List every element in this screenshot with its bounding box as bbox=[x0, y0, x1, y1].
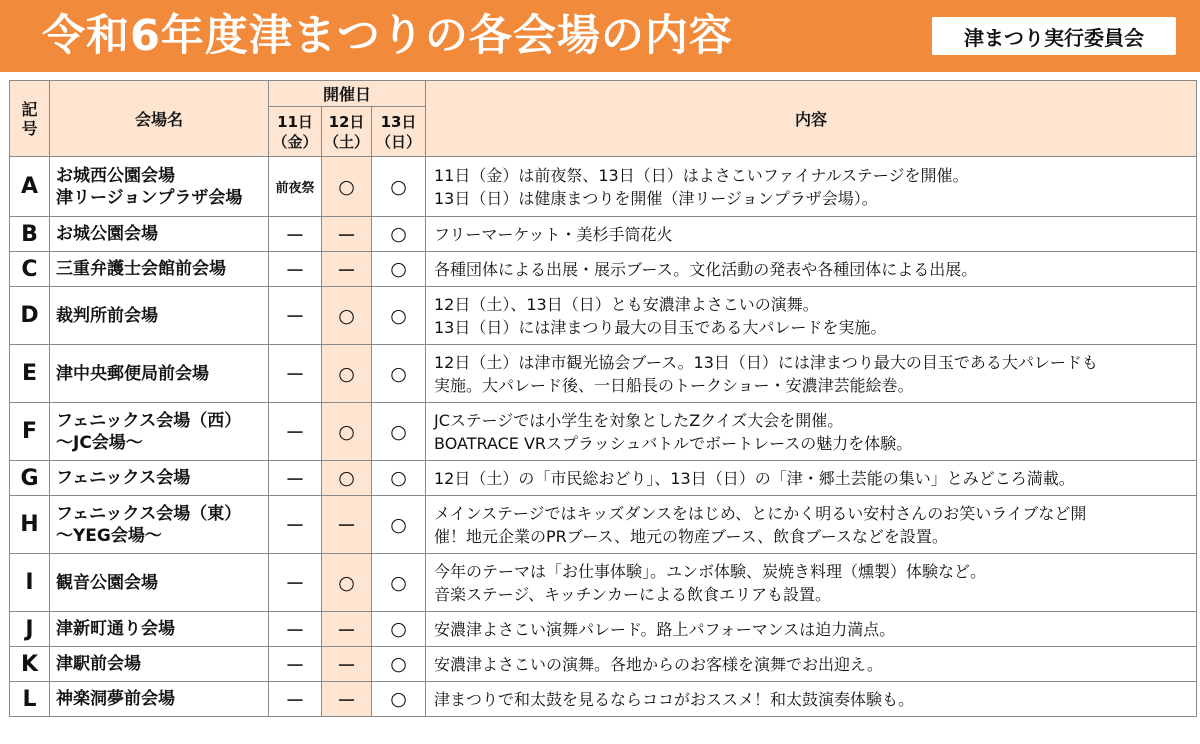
event-content bbox=[426, 461, 1197, 496]
table-row bbox=[10, 217, 1197, 252]
venue-name bbox=[50, 612, 269, 647]
venue-code: I bbox=[10, 554, 50, 612]
day12-mark: ○ bbox=[322, 287, 372, 345]
day13-mark: ○ bbox=[372, 554, 426, 612]
event-content bbox=[426, 612, 1197, 647]
event-content-line: 音楽ステージ、キッチンカーによる飲食エリアも設置。 bbox=[434, 584, 831, 604]
table-row bbox=[10, 554, 1197, 612]
venue-name bbox=[50, 554, 269, 612]
event-content-line: 津まつりで和太鼓を見るならココがおススメ！和太鼓演奏体験も。 bbox=[434, 689, 915, 709]
venue-code: B bbox=[10, 217, 50, 252]
event-content bbox=[426, 554, 1197, 612]
column-header-code-char: 記 bbox=[21, 99, 38, 119]
event-content-line: 今年のテーマは「お仕事体験」。ユンボ体験、炭焼き料理（燻製）体験など。 bbox=[434, 561, 987, 581]
event-content-line: フリーマーケット・美杉手筒花火 bbox=[434, 224, 673, 244]
venue-name-line: お城西公園会場 bbox=[56, 165, 175, 186]
column-header-code-char: 号 bbox=[21, 118, 38, 138]
page-title: 令和6年度津まつりの各会場の内容 bbox=[42, 11, 733, 61]
day11-date: 11日 bbox=[277, 112, 313, 131]
day11-mark: － bbox=[269, 682, 322, 717]
table-row bbox=[10, 252, 1197, 287]
day13-mark: ○ bbox=[372, 345, 426, 403]
event-content bbox=[426, 157, 1197, 217]
event-content-line: BOATRACE VRスプラッシュバトルでボートレースの魅力を体験。 bbox=[434, 433, 913, 453]
venue-name-line: 津中央郵便局前会場 bbox=[56, 363, 209, 384]
column-header-day11 bbox=[269, 107, 322, 157]
venue-table-body bbox=[10, 157, 1197, 717]
venue-name-line: 三重弁護士会館前会場 bbox=[56, 259, 226, 279]
event-content-line: 実施。大パレード後、一日船長のトークショー・安濃津芸能絵巻。 bbox=[434, 375, 914, 395]
day12-mark: － bbox=[322, 252, 372, 287]
event-content bbox=[426, 252, 1197, 287]
event-content-line: メインステージではキッズダンスをはじめ、とにかく明るい安村さんのお笑いライブなど開 bbox=[434, 503, 1087, 523]
venue-code: F bbox=[10, 403, 50, 461]
venue-name-line: ～JC会場～ bbox=[56, 432, 143, 453]
venue-name bbox=[50, 496, 269, 554]
venue-name-line: 観音公園会場 bbox=[56, 572, 158, 593]
event-content bbox=[426, 217, 1197, 252]
day13-mark: ○ bbox=[372, 403, 426, 461]
venue-name-line: 神楽洞夢前会場 bbox=[56, 689, 175, 709]
venue-code: C bbox=[10, 252, 50, 287]
event-content-line: 各種団体による出展・展示ブース。文化活動の発表や各種団体による出展。 bbox=[434, 259, 978, 279]
event-content-line: 12日（土）の「市民総おどり」、13日（日）の「津・郷土芸能の集い」とみどころ満載。 bbox=[434, 468, 1075, 488]
event-content-line: 13日（日）には津まつり最大の目玉である大パレードを実施。 bbox=[434, 317, 887, 337]
venue-name-line: お城公園会場 bbox=[56, 224, 158, 244]
venue-name-line: フェニックス会場 bbox=[56, 468, 191, 488]
day12-mark: ○ bbox=[322, 554, 372, 612]
venue-name bbox=[50, 287, 269, 345]
day12-mark: ○ bbox=[322, 345, 372, 403]
day11-mark: － bbox=[269, 612, 322, 647]
day11-mark: － bbox=[269, 647, 322, 682]
event-content bbox=[426, 287, 1197, 345]
day12-date: 12日 bbox=[328, 112, 365, 131]
day11-mark: － bbox=[269, 252, 322, 287]
venue-name-line: 裁判所前会場 bbox=[56, 305, 158, 326]
day12-mark: ○ bbox=[322, 461, 372, 496]
event-content bbox=[426, 647, 1197, 682]
day11-mark: － bbox=[269, 287, 322, 345]
day13-mark: ○ bbox=[372, 612, 426, 647]
event-content bbox=[426, 496, 1197, 554]
day13-mark: ○ bbox=[372, 217, 426, 252]
venue-name bbox=[50, 157, 269, 217]
day12-weekday: （土） bbox=[323, 132, 369, 151]
column-header-venue: 会場名 bbox=[50, 81, 269, 157]
venue-name bbox=[50, 682, 269, 717]
venue-code: J bbox=[10, 612, 50, 647]
event-content-line: JCステージでは小学生を対象としたZクイズ大会を開催。 bbox=[434, 410, 844, 430]
venue-code: K bbox=[10, 647, 50, 682]
event-content-line: 安濃津よさこいの演舞。各地からのお客様を演舞でお出迎え。 bbox=[434, 654, 883, 674]
day13-mark: ○ bbox=[372, 287, 426, 345]
day13-mark: ○ bbox=[372, 252, 426, 287]
organizer-badge: 津まつり実行委員会 bbox=[932, 17, 1176, 55]
venue-name bbox=[50, 647, 269, 682]
event-content-line: 12日（土）は津市観光協会ブース。13日（日）には津まつり最大の目玉である大パレードも bbox=[434, 352, 1098, 372]
column-header-day13 bbox=[372, 107, 426, 157]
event-content bbox=[426, 345, 1197, 403]
venue-name bbox=[50, 403, 269, 461]
day11-mark: － bbox=[269, 554, 322, 612]
venue-name-line: ～YEG会場～ bbox=[56, 525, 162, 546]
day11-mark: － bbox=[269, 496, 322, 554]
day12-mark: － bbox=[322, 217, 372, 252]
venue-table bbox=[9, 80, 1197, 717]
day12-mark: － bbox=[322, 647, 372, 682]
table-row bbox=[10, 647, 1197, 682]
day13-date: 13日 bbox=[380, 112, 417, 131]
day11-mark: 前夜祭 bbox=[269, 157, 322, 217]
venue-code: D bbox=[10, 287, 50, 345]
day11-weekday: （金） bbox=[272, 132, 318, 151]
venue-name-line: フェニックス会場（東） bbox=[56, 503, 242, 524]
venue-name-line: 津リージョンプラザ会場 bbox=[56, 187, 243, 208]
day13-weekday: （日） bbox=[375, 132, 421, 151]
day13-mark: ○ bbox=[372, 647, 426, 682]
venue-name-line: 津新町通り会場 bbox=[56, 619, 175, 639]
event-content-line: 安濃津よさこい演舞パレード。路上パフォーマンスは迫力満点。 bbox=[434, 619, 896, 639]
day11-mark: － bbox=[269, 461, 322, 496]
day11-mark: － bbox=[269, 403, 322, 461]
column-header-code bbox=[10, 81, 50, 157]
event-content-line: 13日（日）は健康まつりを開催（津リージョンプラザ会場）。 bbox=[434, 188, 878, 208]
day12-mark: － bbox=[322, 612, 372, 647]
day13-mark: ○ bbox=[372, 496, 426, 554]
venue-name-line: 津駅前会場 bbox=[56, 654, 141, 674]
table-row bbox=[10, 612, 1197, 647]
table-row bbox=[10, 345, 1197, 403]
day12-mark: － bbox=[322, 496, 372, 554]
table-row bbox=[10, 461, 1197, 496]
venue-name bbox=[50, 345, 269, 403]
venue-name bbox=[50, 461, 269, 496]
event-content bbox=[426, 403, 1197, 461]
venue-name-line: フェニックス会場（西） bbox=[56, 410, 242, 431]
venue-code: E bbox=[10, 345, 50, 403]
day12-mark: ○ bbox=[322, 157, 372, 217]
event-content-line: 12日（土）、13日（日）とも安濃津よさこいの演舞。 bbox=[434, 294, 819, 314]
venue-code: G bbox=[10, 461, 50, 496]
column-header-dates: 開催日 bbox=[269, 81, 426, 107]
day12-mark: － bbox=[322, 682, 372, 717]
day13-mark: ○ bbox=[372, 461, 426, 496]
title-banner bbox=[0, 0, 1200, 72]
day13-mark: ○ bbox=[372, 157, 426, 217]
table-row bbox=[10, 682, 1197, 717]
event-content-line: 催！地元企業のPRブース、地元の物産ブース、飲食ブースなどを設置。 bbox=[434, 526, 948, 546]
venue-code: H bbox=[10, 496, 50, 554]
column-header-day12 bbox=[322, 107, 372, 157]
table-row bbox=[10, 403, 1197, 461]
venue-name bbox=[50, 217, 269, 252]
day13-mark: ○ bbox=[372, 682, 426, 717]
day11-mark: － bbox=[269, 217, 322, 252]
table-row bbox=[10, 496, 1197, 554]
event-content bbox=[426, 682, 1197, 717]
venue-name bbox=[50, 252, 269, 287]
event-content-line: 11日（金）は前夜祭、13日（日）はよさこいファイナルステージを開催。 bbox=[434, 165, 969, 185]
table-row bbox=[10, 157, 1197, 217]
day12-mark: ○ bbox=[322, 403, 372, 461]
column-header-content: 内容 bbox=[426, 81, 1197, 157]
venue-code: L bbox=[10, 682, 50, 717]
day11-mark: － bbox=[269, 345, 322, 403]
venue-code: A bbox=[10, 157, 50, 217]
table-row bbox=[10, 287, 1197, 345]
